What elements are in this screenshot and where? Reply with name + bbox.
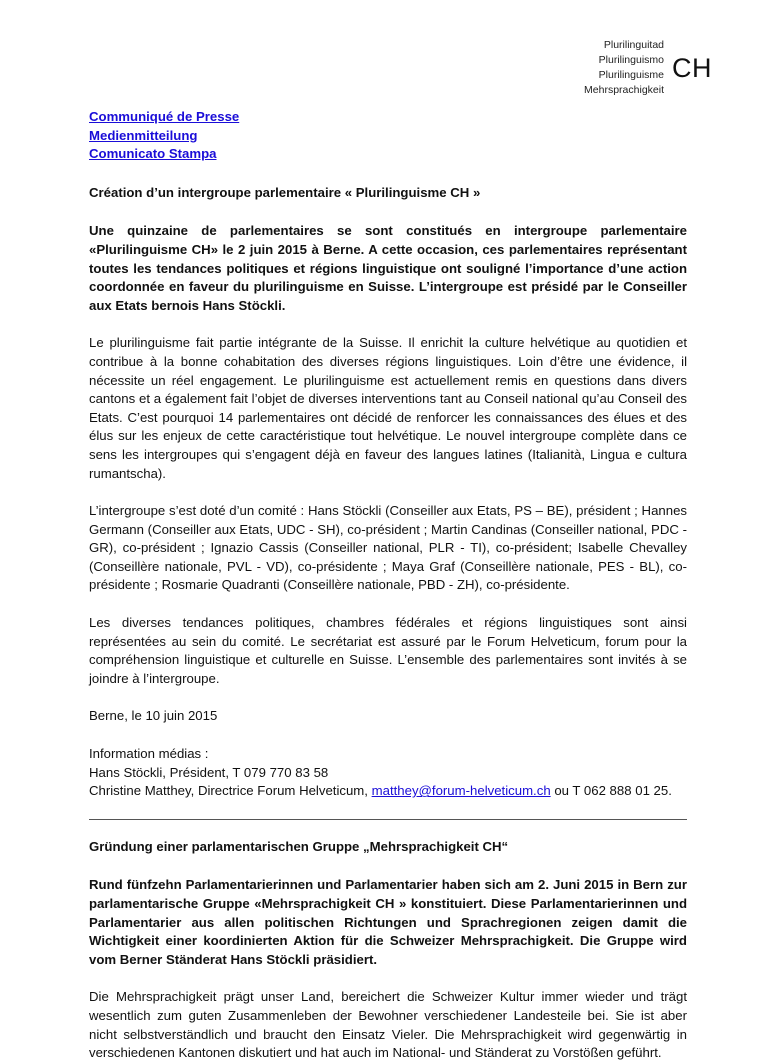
media-contact-block (89, 745, 687, 801)
german-heading: Gründung einer parlamentarischen Gruppe „Mehrsprachigkeit CH“ (89, 838, 509, 854)
french-paragraph-1: Le plurilinguisme fait partie intégrante de la Suisse. Il enrichit la culture helvétique au quotidien et contribue à la bonne cohabitation des diverses régions linguistiques. Loin d’être une évidence, il nécessite un réel engagement. Le plurilinguisme est actuellement remis en questions dans divers cantons et a également fait l’objet de diverses interventions tant au Conseil national qu’au Conseil des Etats. C’est pourquoi 14 parlementaires ont décidé de renforcer les connaissances des élues et des élus sur les enjeux de cette caractéristique tout helvétique. Le nouvel intergroupe complète dans ce sens les intergroupes qui s’engagent déjà en faveur des langues latines (Italianità, Lingua e cultura rumantscha). (89, 335, 687, 481)
link-medienmitteilung[interactable]: Medienmitteilung (89, 127, 198, 143)
logo-line-french: Plurilinguisme (598, 69, 664, 81)
logo-ch-mark: CH (672, 52, 712, 83)
logo-line-german: Mehrsprachigkeit (584, 84, 664, 96)
plurilinguism-logo (584, 38, 712, 98)
german-paragraph-1: Die Mehrsprachigkeit prägt unser Land, bereichert die Schweizer Kultur immer wieder und trägt wesentlich zum guten Zusammenleben der Bewohner verschiedener Landesteile bei. Sie ist aber nicht selbstverständlich und braucht den Einsatz Vieler. Die Mehrsprachigkeit wird gegenwärtig in verschiedenen Kantonen diskutiert und hat auch im National- und Ständerat zu Vorstößen geführt. (89, 989, 687, 1061)
matthey-contact-suffix: ou T 062 888 01 25. (550, 783, 672, 799)
logo-line-italian: Plurilinguismo (598, 54, 664, 66)
german-lead-paragraph: Rund fünfzehn Parlamentarierinnen und Parlamentarier haben sich am 2. Juni 2015 in Bern zur parlamentarische Gruppe «Mehrsprachigkeit CH » konstituiert. Diese Parlamentarierinnen und Parlamentarier aus allen politischen Richtungen und Sprachregionen zeigen damit die Wichtigkeit einer koordinierten Aktion für die Schweizer Mehrsprachigkeit. Die Gruppe wird vom Berner Ständerat Hans Stöckli präsidiert. (89, 877, 687, 967)
media-contact-matthey (89, 782, 687, 801)
section-divider (89, 819, 687, 820)
logo-line-romansh: Plurilinguitad (603, 39, 664, 51)
logo-language-lines (584, 38, 664, 98)
matthey-contact-prefix: Christine Matthey, Directrice Forum Helveticum, (89, 783, 372, 799)
language-links (89, 108, 687, 164)
link-comunicato-stampa[interactable]: Comunicato Stampa (89, 146, 217, 162)
french-lead-paragraph: Une quinzaine de parlementaires se sont constitués en intergroupe parlementaire «Plurilinguisme CH» le 2 juin 2015 à Berne. A cette occasion, ces parlementaires représentant toutes les tendances politiques et régions linguistique ont souligné l’importance d’une action coordonnée en faveur du plurilinguisme en Suisse. L’intergroupe est présidé par le Conseiller aux Etats bernois Hans Stöckli. (89, 223, 687, 313)
media-contact-stockli: Hans Stöckli, Président, T 079 770 83 58 (89, 764, 329, 780)
french-paragraph-committee: L’intergroupe s’est doté d’un comité : Hans Stöckli (Conseiller aux Etats, PS – BE), président ; Hannes Germann (Conseiller aux Etats, UDC - SH), co-président ; Martin Candinas (Conseiller national, PDC - GR), co-président ; Ignazio Cassis (Conseiller national, PLR - TI), co-président; Isabelle Chevalley (Conseillère nationale, PVL - VD), co-présidente ; Maya Graf (Conseillère nationale, PES - BL), co-présidente ; Rosmarie Quadranti (Conseillère nationale, PBD - ZH), co-présidente. (89, 503, 687, 593)
media-contact-heading: Information médias : (89, 746, 209, 762)
document-body (89, 108, 687, 1063)
french-paragraph-3: Les diverses tendances politiques, chambres fédérales et régions linguistiques sont ainsi représentées au sein du comité. Le secrétariat est assuré par le Forum Helveticum, forum pour la compréhension linguistique et culturelle en Suisse. L’ensemble des parlementaires sont invités à se joindre à l’intergroupe. (89, 615, 687, 686)
french-heading: Création d’un intergroupe parlementaire « Plurilinguisme CH » (89, 184, 481, 200)
email-link[interactable]: matthey@forum-helveticum.ch (371, 783, 551, 799)
french-date-line: Berne, le 10 juin 2015 (89, 708, 218, 724)
link-communique-de-presse[interactable]: Communiqué de Presse (89, 109, 240, 124)
